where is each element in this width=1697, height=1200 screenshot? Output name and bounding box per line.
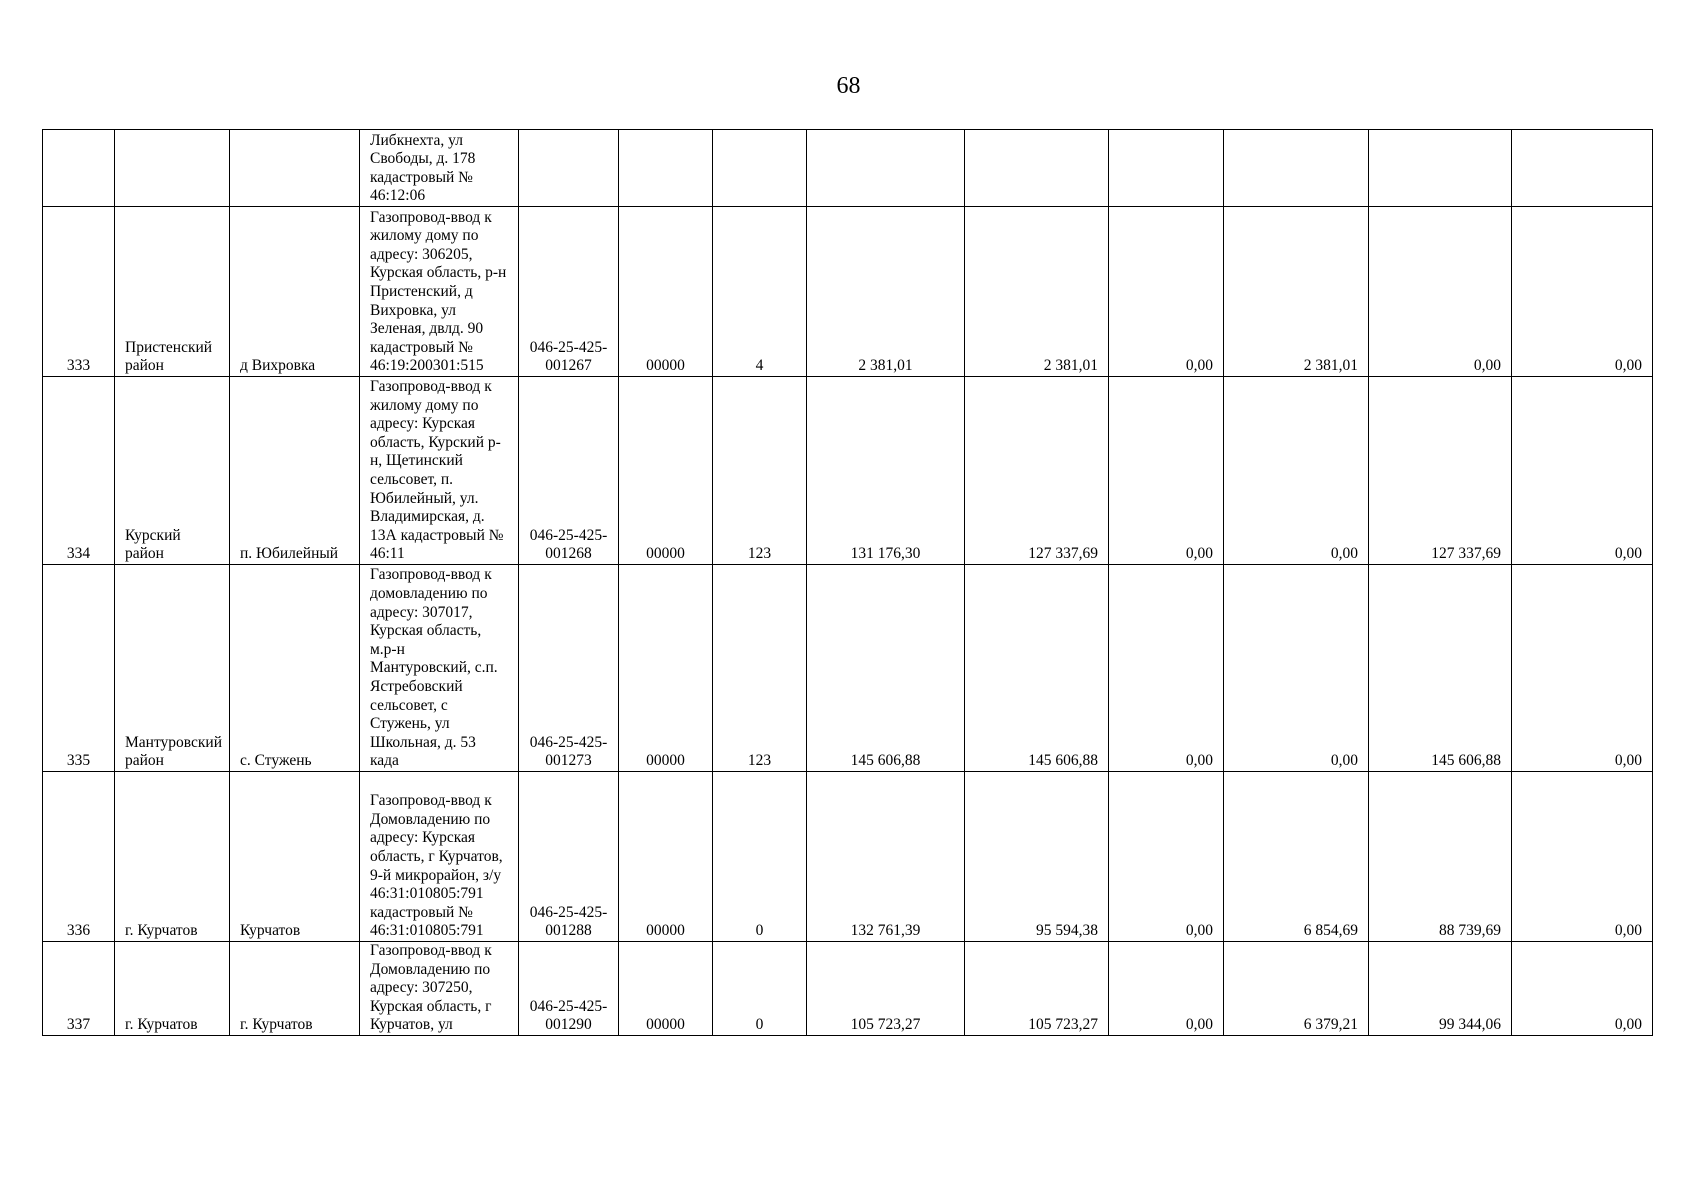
row-number: 334 bbox=[43, 377, 115, 565]
table-row bbox=[43, 565, 1653, 772]
amount-col-12: 88 739,69 bbox=[1369, 772, 1512, 942]
amount-col-13 bbox=[1512, 130, 1653, 207]
amount-col-9: 145 606,88 bbox=[965, 565, 1109, 772]
object-description: Газопровод-ввод к жилому дому по адресу: Курская область, Курский р-н, Щетинский сельсовет, п. Юбилейный, ул. Владимирская, д. 13А кадастровый № 46:11 bbox=[360, 377, 519, 565]
amount-col-9: 95 594,38 bbox=[965, 772, 1109, 942]
row-number: 336 bbox=[43, 772, 115, 942]
count-cell: 0 bbox=[713, 942, 807, 1036]
locality-cell: с. Стужень bbox=[230, 565, 360, 772]
count-cell bbox=[713, 130, 807, 207]
code-cell bbox=[619, 130, 713, 207]
amount-col-11: 2 381,01 bbox=[1224, 207, 1369, 377]
locality-cell: д Вихровка bbox=[230, 207, 360, 377]
code-cell: 00000 bbox=[619, 565, 713, 772]
amount-col-10: 0,00 bbox=[1109, 565, 1224, 772]
amount-col-13: 0,00 bbox=[1512, 772, 1653, 942]
amount-col-11: 0,00 bbox=[1224, 377, 1369, 565]
amount-col-10: 0,00 bbox=[1109, 377, 1224, 565]
object-description: Либкнехта, ул Свободы, д. 178 кадастровый № 46:12:06 bbox=[360, 130, 519, 207]
amount-col-11: 0,00 bbox=[1224, 565, 1369, 772]
table-row bbox=[43, 377, 1653, 565]
code-cell: 00000 bbox=[619, 377, 713, 565]
amount-col-9: 127 337,69 bbox=[965, 377, 1109, 565]
amount-total: 132 761,39 bbox=[807, 772, 965, 942]
amount-col-13: 0,00 bbox=[1512, 207, 1653, 377]
object-description: Газопровод-ввод к домовладению по адресу: 307017, Курская область, м.р-н Мантуровский, с.п. Ястребовский сельсовет, с Стужень, ул Школьная, д. 53 када bbox=[360, 565, 519, 772]
amount-col-13: 0,00 bbox=[1512, 942, 1653, 1036]
amount-col-9: 105 723,27 bbox=[965, 942, 1109, 1036]
register-code: 046-25-425-001273 bbox=[519, 565, 619, 772]
row-number: 337 bbox=[43, 942, 115, 1036]
amount-col-10: 0,00 bbox=[1109, 207, 1224, 377]
object-description: Газопровод-ввод к Домовладению по адресу: Курская область, г Курчатов, 9-й микрорайон, з/у 46:31:010805:791 кадастровый № 46:31:010805:791 bbox=[360, 772, 519, 942]
amount-col-12 bbox=[1369, 130, 1512, 207]
amount-col-10: 0,00 bbox=[1109, 772, 1224, 942]
page-number: 68 bbox=[836, 73, 861, 99]
amount-col-12: 0,00 bbox=[1369, 207, 1512, 377]
amount-col-11: 6 379,21 bbox=[1224, 942, 1369, 1036]
amount-col-12: 145 606,88 bbox=[1369, 565, 1512, 772]
register-code: 046-25-425-001288 bbox=[519, 772, 619, 942]
register-code bbox=[519, 130, 619, 207]
count-cell: 123 bbox=[713, 565, 807, 772]
count-cell: 0 bbox=[713, 772, 807, 942]
district-cell: г. Курчатов bbox=[115, 942, 230, 1036]
amount-col-9 bbox=[965, 130, 1109, 207]
table-row bbox=[43, 130, 1653, 207]
locality-cell: п. Юбилейный bbox=[230, 377, 360, 565]
amount-col-11: 6 854,69 bbox=[1224, 772, 1369, 942]
code-cell: 00000 bbox=[619, 942, 713, 1036]
register-code: 046-25-425-001267 bbox=[519, 207, 619, 377]
amount-col-13: 0,00 bbox=[1512, 377, 1653, 565]
register-code: 046-25-425-001268 bbox=[519, 377, 619, 565]
row-number: 335 bbox=[43, 565, 115, 772]
district-cell: Курский район bbox=[115, 377, 230, 565]
object-description: Газопровод-ввод к жилому дому по адресу: 306205, Курская область, р-н Пристенский, д Вихровка, ул Зеленая, двлд. 90 кадастровый № 46:19:200301:515 bbox=[360, 207, 519, 377]
amount-col-12: 99 344,06 bbox=[1369, 942, 1512, 1036]
amount-col-12: 127 337,69 bbox=[1369, 377, 1512, 565]
amount-total: 105 723,27 bbox=[807, 942, 965, 1036]
amount-col-11 bbox=[1224, 130, 1369, 207]
district-cell: Пристенский район bbox=[115, 207, 230, 377]
table-row bbox=[43, 772, 1653, 942]
district-cell bbox=[115, 130, 230, 207]
district-cell: г. Курчатов bbox=[115, 772, 230, 942]
code-cell: 00000 bbox=[619, 772, 713, 942]
amount-col-13: 0,00 bbox=[1512, 565, 1653, 772]
count-cell: 123 bbox=[713, 377, 807, 565]
district-cell: Мантуровский район bbox=[115, 565, 230, 772]
amount-total: 2 381,01 bbox=[807, 207, 965, 377]
locality-cell: г. Курчатов bbox=[230, 942, 360, 1036]
count-cell: 4 bbox=[713, 207, 807, 377]
table-row bbox=[43, 207, 1653, 377]
amount-col-10: 0,00 bbox=[1109, 942, 1224, 1036]
table-row bbox=[43, 942, 1653, 1036]
row-number: 333 bbox=[43, 207, 115, 377]
locality-cell: Курчатов bbox=[230, 772, 360, 942]
row-number bbox=[43, 130, 115, 207]
locality-cell bbox=[230, 130, 360, 207]
amount-total bbox=[807, 130, 965, 207]
amount-col-10 bbox=[1109, 130, 1224, 207]
object-description: Газопровод-ввод к Домовладению по адресу: 307250, Курская область, г Курчатов, ул bbox=[360, 942, 519, 1036]
register-code: 046-25-425-001290 bbox=[519, 942, 619, 1036]
amount-total: 145 606,88 bbox=[807, 565, 965, 772]
registry-table bbox=[42, 129, 1653, 1036]
code-cell: 00000 bbox=[619, 207, 713, 377]
amount-total: 131 176,30 bbox=[807, 377, 965, 565]
amount-col-9: 2 381,01 bbox=[965, 207, 1109, 377]
